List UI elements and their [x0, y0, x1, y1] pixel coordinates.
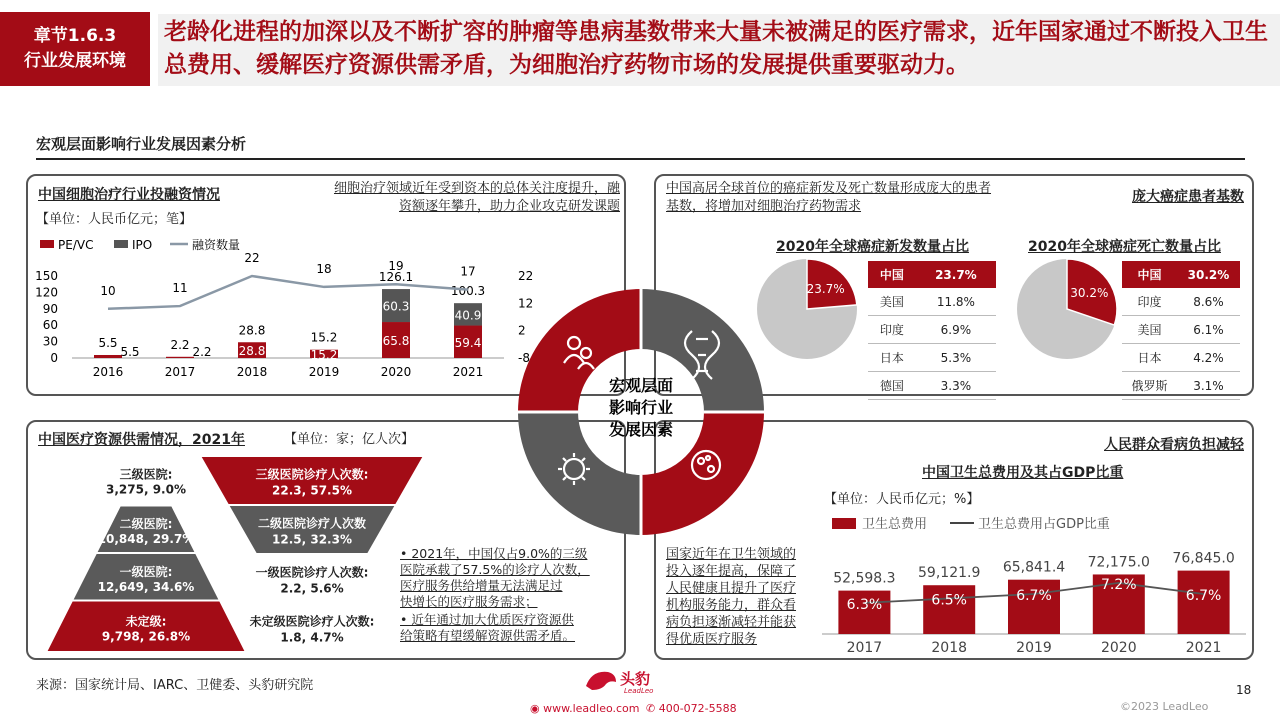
pevc-value-label: 65.8 — [382, 334, 410, 349]
y2-tick-label: 12 — [518, 296, 534, 311]
chapter-number: 章节1.6.3 — [33, 26, 117, 46]
pyramid-tier-value: 9,798, 26.8% — [101, 629, 191, 644]
pyramid-tier-value: 3,275, 9.0% — [106, 482, 186, 497]
phone-number: ✆ 400-072-5588 — [646, 702, 737, 715]
health-bar-label: 76,845.0 — [1172, 550, 1235, 567]
pevc-value-label: 2.2 — [192, 345, 212, 359]
death-cases-table — [1122, 261, 1240, 400]
funnel-tier-label: 二级医院诊疗人次数 — [257, 516, 367, 531]
y2-tick-label: 2 — [518, 323, 526, 338]
center-label-3: 发展因素 — [608, 420, 674, 439]
pevc-value-label: 15.2 — [310, 347, 338, 362]
share-cell: 30.2% — [1177, 261, 1240, 288]
table-row — [1122, 372, 1240, 400]
share-cell: 3.3% — [916, 372, 996, 400]
total-value-label: 100.3 — [450, 284, 486, 299]
table-row — [868, 261, 996, 288]
y-tick-label: 0 — [50, 351, 58, 365]
death-cases-title: 2020年全球癌症死亡数量占比 — [1028, 239, 1221, 255]
legend-ipo-swatch — [114, 240, 128, 248]
country-cell: 日本 — [1122, 344, 1177, 372]
pevc-value-label: 59.4 — [454, 335, 482, 350]
total-value-label: 28.8 — [238, 323, 266, 338]
y-tick-label: 90 — [42, 301, 58, 316]
country-cell: 日本 — [868, 344, 916, 372]
pyramid-tier-label: 三级医院: — [119, 467, 173, 482]
legend-count: 融资数量 — [192, 238, 241, 252]
funnel-tier-value: 22.3, 57.5% — [272, 483, 352, 498]
chapter-badge — [0, 12, 150, 86]
y-tick-label: 60 — [42, 318, 58, 333]
y2-tick-label: 22 — [518, 269, 534, 283]
country-cell: 俄罗斯 — [1122, 372, 1177, 400]
gdp-share-label: 6.3% — [846, 596, 883, 613]
center-label-1: 宏观层面 — [608, 376, 674, 395]
pevc-bar — [94, 355, 122, 358]
share-cell: 4.2% — [1177, 344, 1240, 372]
country-cell: 中国 — [868, 261, 916, 288]
funnel-tier-label: 一级医院诊疗人次数: — [255, 565, 369, 580]
gdp-share-label: 6.7% — [1016, 588, 1052, 604]
count-label: 18 — [316, 261, 332, 276]
center-label-2: 影响行业 — [608, 398, 674, 417]
supply-bullet: • 2021年，中国仅占9.0%的三级 医院承载了57.5%的诊疗人次数， 医疗服务供给增量无法满足过 快增长的医疗服务需求； — [400, 546, 590, 609]
x-tick-label: 2017 — [164, 365, 196, 379]
table-row — [1122, 344, 1240, 372]
new-cases-table — [868, 261, 996, 400]
x-tick-label: 2017 — [846, 640, 883, 656]
pie-slice-label: 23.7% — [806, 281, 845, 296]
y-tick-label: 120 — [35, 285, 58, 300]
health-note: 国家近年在卫生领域的 投入逐年提高，保障了 人民健康且提升了医疗 机构服务能力，群众看 病负担逐渐减轻并能获 得优质医疗服务 — [666, 547, 797, 647]
pyramid-tier-label: 二级医院: — [119, 517, 173, 532]
table-row — [868, 316, 996, 344]
chapter-name: 行业发展环境 — [24, 51, 126, 71]
count-label: 10 — [100, 283, 116, 298]
funnel-tier-value: 12.5, 32.3% — [272, 532, 352, 547]
count-line — [108, 276, 468, 309]
section-divider — [36, 158, 1245, 160]
country-cell: 印度 — [1122, 288, 1177, 316]
legend-pevc-swatch — [40, 240, 54, 248]
country-cell: 美国 — [868, 288, 916, 316]
x-tick-label: 2021 — [452, 365, 484, 379]
supply-title: 中国医疗资源供需情况，2021年 — [38, 432, 245, 448]
total-value-label: 126.1 — [378, 270, 414, 285]
new-cases-title: 2020年全球癌症新发数量占比 — [776, 239, 969, 255]
funnel-tier-label: 未定级医院诊疗人次数: — [249, 614, 375, 629]
table-row — [868, 344, 996, 372]
investment-note: 细胞治疗领域近年受到资本的总体关注度提升，融 资额逐年攀升，助力企业攻克研发课题 — [333, 181, 620, 214]
cancer-tag: 庞大癌症患者基数 — [1132, 189, 1244, 205]
share-cell: 11.8% — [916, 288, 996, 316]
total-value-label: 5.5 — [98, 335, 118, 350]
pevc-bar — [166, 357, 194, 358]
new-cases-pie — [752, 254, 862, 364]
pyramid-tier-value: 12,649, 34.6% — [97, 579, 195, 594]
funnel-tier-label: 三级医院诊疗人次数: — [255, 467, 369, 482]
y-tick-label: 150 — [35, 269, 58, 283]
gdp-share-label: 7.2% — [1101, 576, 1137, 593]
supply-bullet: • 近年通过加大优质医疗资源供 给策略有望缓解资源供需矛盾。 — [400, 612, 576, 643]
source-note: 来源：国家统计局、IARC、卫健委、头豹研究院 — [36, 678, 314, 693]
health-tag: 人民群众看病负担减轻 — [1104, 437, 1244, 453]
legend-health: 卫生总费用 — [862, 517, 928, 532]
death-cases-pie — [1012, 254, 1122, 364]
x-tick-label: 2020 — [380, 365, 412, 379]
pyramid-tier-value: 10,848, 29.7% — [97, 532, 195, 547]
ipo-value-label: 40.9 — [454, 308, 482, 323]
health-bar-label: 52,598.3 — [833, 570, 896, 587]
funnel-tier-value: 2.2, 5.6% — [280, 581, 344, 596]
brand-sub: LeadLeo — [624, 687, 654, 695]
pevc-value-label: 28.8 — [238, 344, 266, 359]
country-cell: 中国 — [1122, 261, 1177, 288]
health-unit: 【单位：人民币亿元；%】 — [824, 492, 980, 507]
legend-gdp: 卫生总费用占GDP比重 — [978, 517, 1110, 532]
supply-bullets — [400, 546, 618, 646]
health-chart — [816, 510, 1252, 656]
page-number: 18 — [1236, 683, 1252, 697]
leopard-logo-icon — [584, 668, 618, 694]
phone-icon: ✆ — [646, 702, 656, 715]
section-title: 宏观层面影响行业发展因素分析 — [36, 135, 247, 153]
pyramid-tier-label: 一级医院: — [119, 564, 173, 579]
x-tick-label: 2018 — [931, 640, 968, 656]
pevc-value-label: 5.5 — [120, 345, 140, 359]
investment-title: 中国细胞治疗行业投融资情况 — [38, 187, 220, 203]
table-row — [1122, 316, 1240, 344]
share-cell: 8.6% — [1177, 288, 1240, 316]
table-row — [868, 288, 996, 316]
x-tick-label: 2020 — [1100, 640, 1137, 656]
share-cell: 3.1% — [1177, 372, 1240, 400]
ipo-value-label: 60.3 — [382, 299, 410, 314]
count-label: 19 — [388, 259, 404, 274]
cancer-note: 中国高居全球首位的癌症新发及死亡数量形成庞大的患者 基数，将增加对细胞治疗药物需求 — [666, 181, 992, 214]
x-tick-label: 2019 — [1016, 640, 1052, 656]
table-row — [1122, 288, 1240, 316]
x-tick-label: 2019 — [308, 365, 340, 379]
website-link[interactable]: ◉ www.leadleo.com — [530, 702, 640, 715]
x-tick-label: 2018 — [236, 365, 268, 379]
count-label: 22 — [244, 251, 260, 265]
legend-ipo: IPO — [132, 238, 153, 252]
header-bar — [0, 0, 1280, 86]
funnel-tier-value: 1.8, 4.7% — [280, 630, 344, 645]
legend-health-swatch — [832, 518, 856, 529]
health-bar-label: 59,121.9 — [918, 565, 981, 582]
pie-slice-label: 30.2% — [1070, 285, 1109, 300]
brand-name: 头豹 — [620, 670, 651, 688]
total-value-label: 15.2 — [310, 330, 338, 345]
x-tick-label: 2016 — [92, 365, 124, 379]
total-value-label: 2.2 — [170, 337, 190, 352]
country-cell: 印度 — [868, 316, 916, 344]
share-cell: 6.1% — [1177, 316, 1240, 344]
copyright: ©2023 LeadLeo — [1120, 700, 1209, 713]
count-label: 17 — [460, 264, 476, 279]
pyramid-tier-label: 未定级: — [125, 614, 167, 629]
share-cell: 6.9% — [916, 316, 996, 344]
health-title: 中国卫生总费用及其占GDP比重 — [922, 465, 1124, 481]
share-cell: 23.7% — [916, 261, 996, 288]
table-row — [1122, 261, 1240, 288]
y-tick-label: 30 — [42, 334, 58, 349]
gdp-share-label: 6.5% — [931, 592, 967, 609]
y2-tick-label: -8 — [518, 351, 530, 365]
count-label: 11 — [172, 281, 188, 296]
share-cell: 5.3% — [916, 344, 996, 372]
table-row — [868, 372, 996, 400]
country-cell: 美国 — [1122, 316, 1177, 344]
factor-donut — [516, 287, 766, 537]
legend-pevc: PE/VC — [58, 238, 94, 252]
investment-unit: 【单位：人民币亿元；笔】 — [36, 212, 193, 227]
health-bar-label: 72,175.0 — [1087, 554, 1150, 571]
x-tick-label: 2021 — [1185, 640, 1222, 656]
headline: 老龄化进程的加深以及不断扩容的肿瘤等患病基数带来大量未被满足的医疗需求，近年国家通过不断投入卫生总费用、缓解医疗资源供需矛盾，为细胞治疗药物市场的发展提供重要驱动力。 — [158, 14, 1280, 86]
globe-icon: ◉ — [530, 702, 540, 715]
gdp-share-label: 6.7% — [1185, 588, 1222, 604]
supply-unit: 【单位：家；亿人次】 — [284, 432, 415, 447]
country-cell: 德国 — [868, 372, 916, 400]
health-bar-label: 65,841.4 — [1002, 559, 1066, 576]
